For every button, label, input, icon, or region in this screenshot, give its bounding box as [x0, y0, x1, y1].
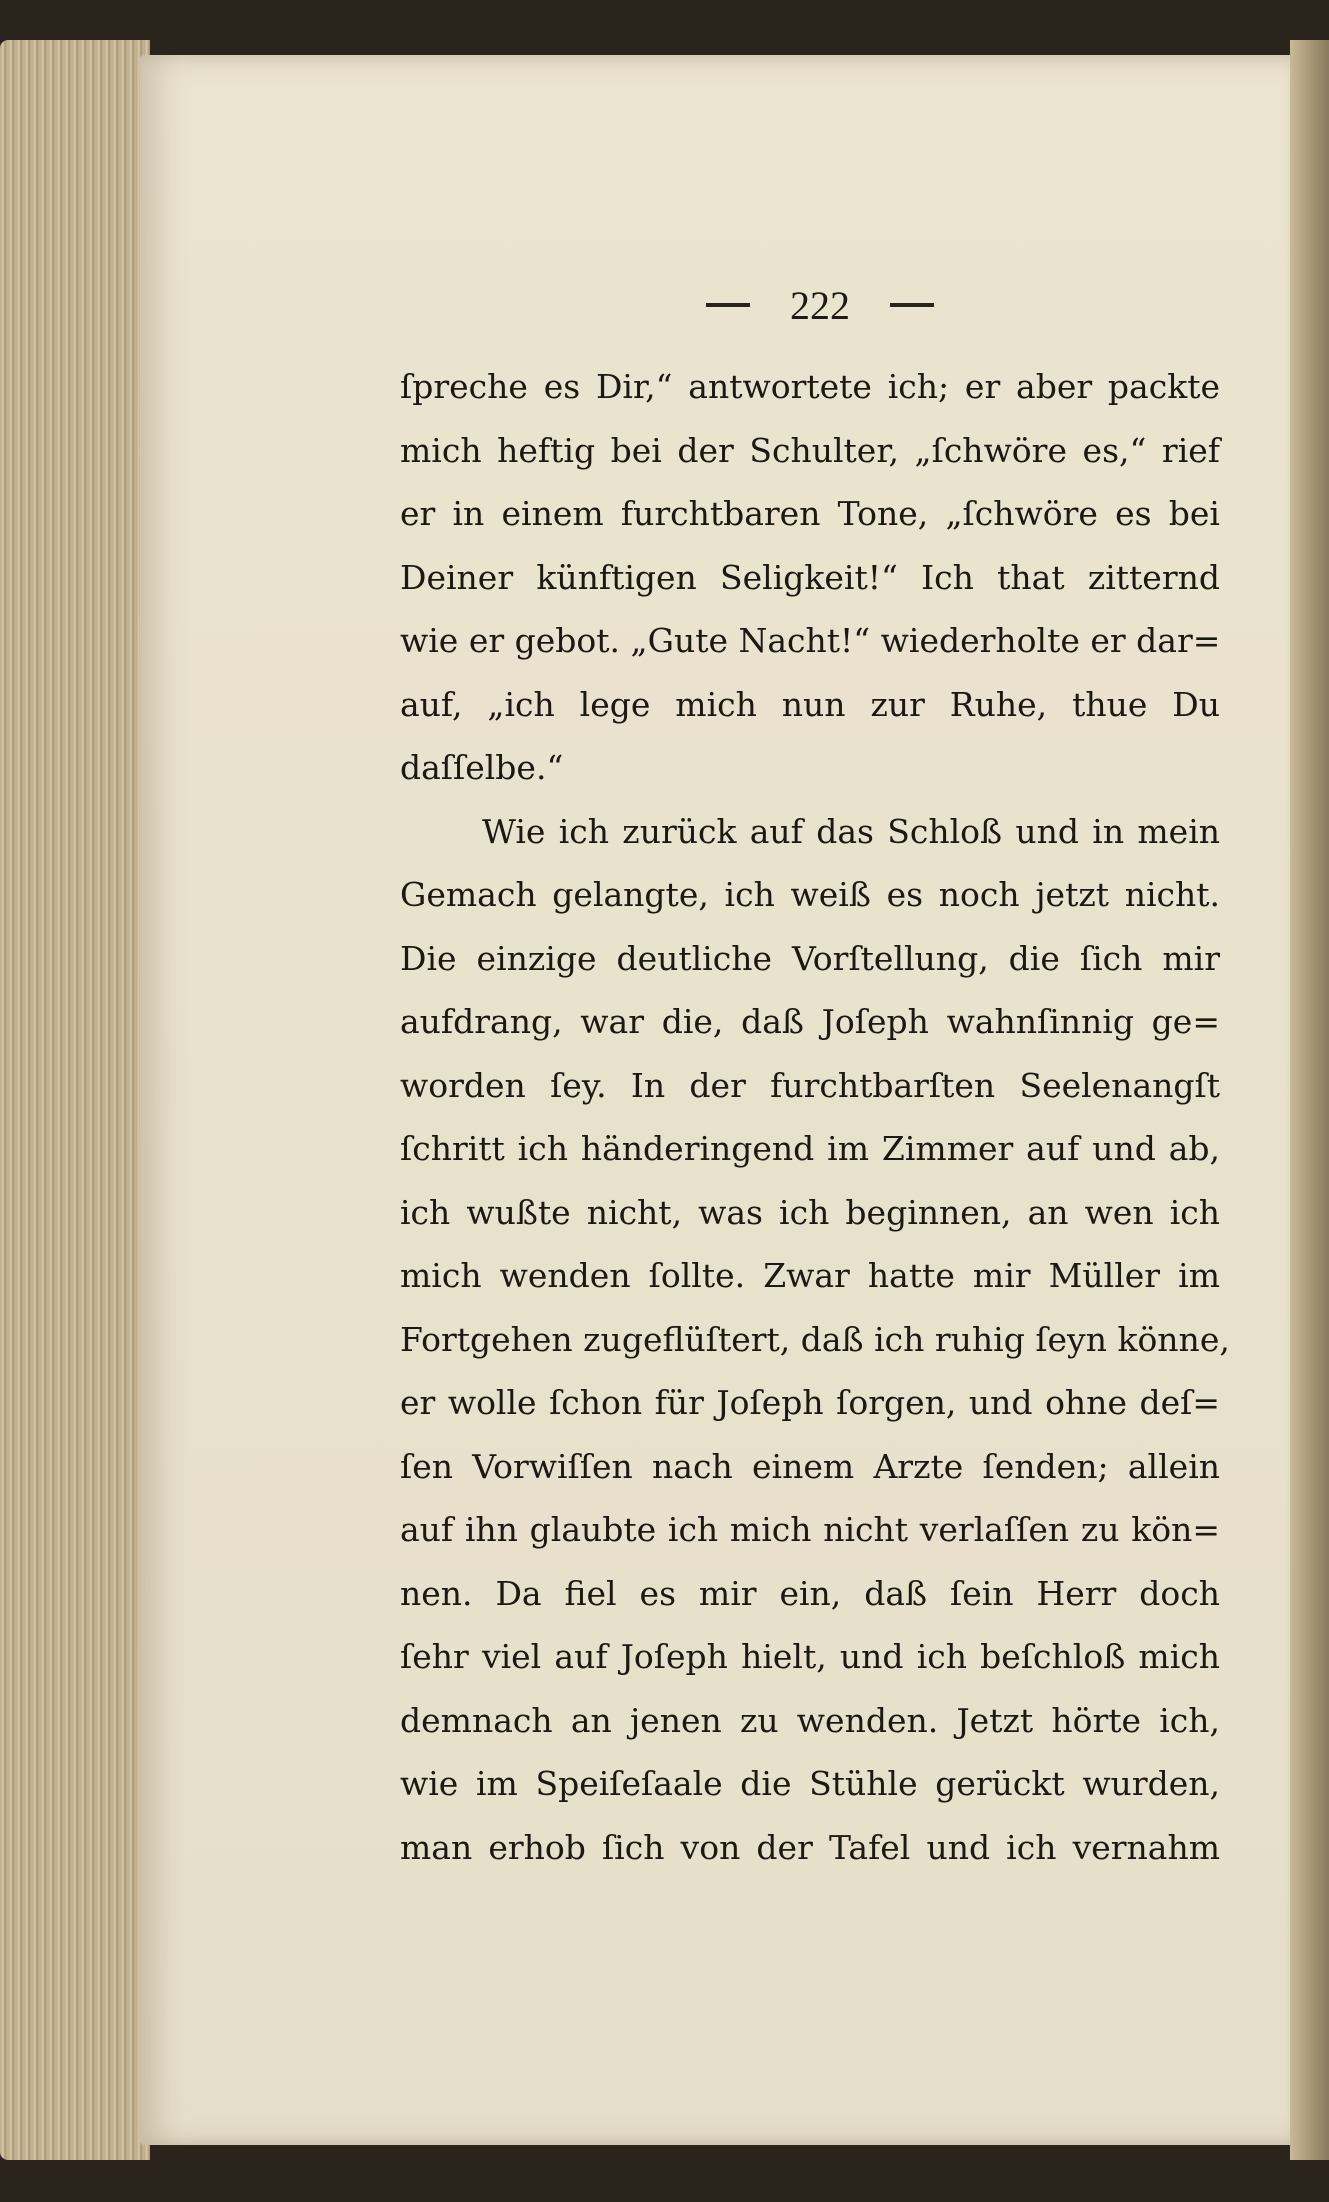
text-line: ſpreche es Dir,“ antwortete ich; er aber packte [400, 367, 1220, 406]
text-line: wie er gebot. „Gute Nacht!“ wiederholte er dar= [400, 621, 1221, 660]
paragraph-first-line: Wie ich zurück auf das Schloß und in mein [482, 811, 1220, 851]
page-edges [0, 40, 150, 2160]
header-dash-right [890, 303, 934, 307]
text-line: Die einzige deutliche Vorſtellung, die ſich mir [400, 938, 1220, 978]
page-right-edge [1290, 40, 1329, 2160]
text-line: ſen Vorwiſſen nach einem Arzte ſenden; allein [400, 1446, 1220, 1486]
text-line: Gemach gelangte, ich weiß es noch jetzt nicht. [400, 875, 1220, 914]
page-number: 222 [790, 282, 850, 328]
text-line: mich wenden ſollte. Zwar hatte mir Müller im [400, 1256, 1220, 1295]
text-line: daſſelbe.“ [400, 748, 564, 787]
header-dash-left [706, 303, 750, 307]
text-line: auf ihn glaubte ich mich nicht verlaſſen zu kön= [400, 1510, 1220, 1549]
text-line: Deiner künftigen Seligkeit!“ Ich that zitternd [400, 557, 1220, 597]
text-line: man erhob ſich von der Tafel und ich vernahm [400, 1827, 1220, 1867]
text-line: nen. Da fiel es mir ein, daß ſein Herr doch [400, 1573, 1220, 1613]
text-line: worden ſey. In der furchtbarſten Seelenangſt [400, 1065, 1220, 1105]
body-text [400, 355, 1230, 1879]
text-line: wie im Speiſeſaale die Stühle gerückt wurden, [400, 1764, 1220, 1803]
text-line: Fortgehen zugeflüſtert, daß ich ruhig ſeyn könne, [400, 1319, 1230, 1359]
page-header [660, 275, 980, 335]
text-line: ich wußte nicht, was ich beginnen, an wen ich [400, 1192, 1220, 1232]
text-line: demnach an jenen zu wenden. Jetzt hörte ich, [400, 1700, 1220, 1740]
text-line: er in einem furchtbaren Tone, „ſchwöre es bei [400, 494, 1220, 533]
text-line: aufdrang, war die, daß Joſeph wahnſinnig ge= [400, 1002, 1220, 1041]
text-line: mich heftig bei der Schulter, „ſchwöre es,“ rief [400, 430, 1220, 470]
text-line: ſehr viel auf Joſeph hielt, und ich beſchloß mich [400, 1637, 1220, 1676]
text-line: ſchritt ich händeringend im Zimmer auf und ab, [400, 1129, 1220, 1168]
text-line: er wolle ſchon für Joſeph ſorgen, und ohne deſ= [400, 1383, 1220, 1422]
text-line: auf, „ich lege mich nun zur Ruhe, thue Du [400, 684, 1220, 724]
